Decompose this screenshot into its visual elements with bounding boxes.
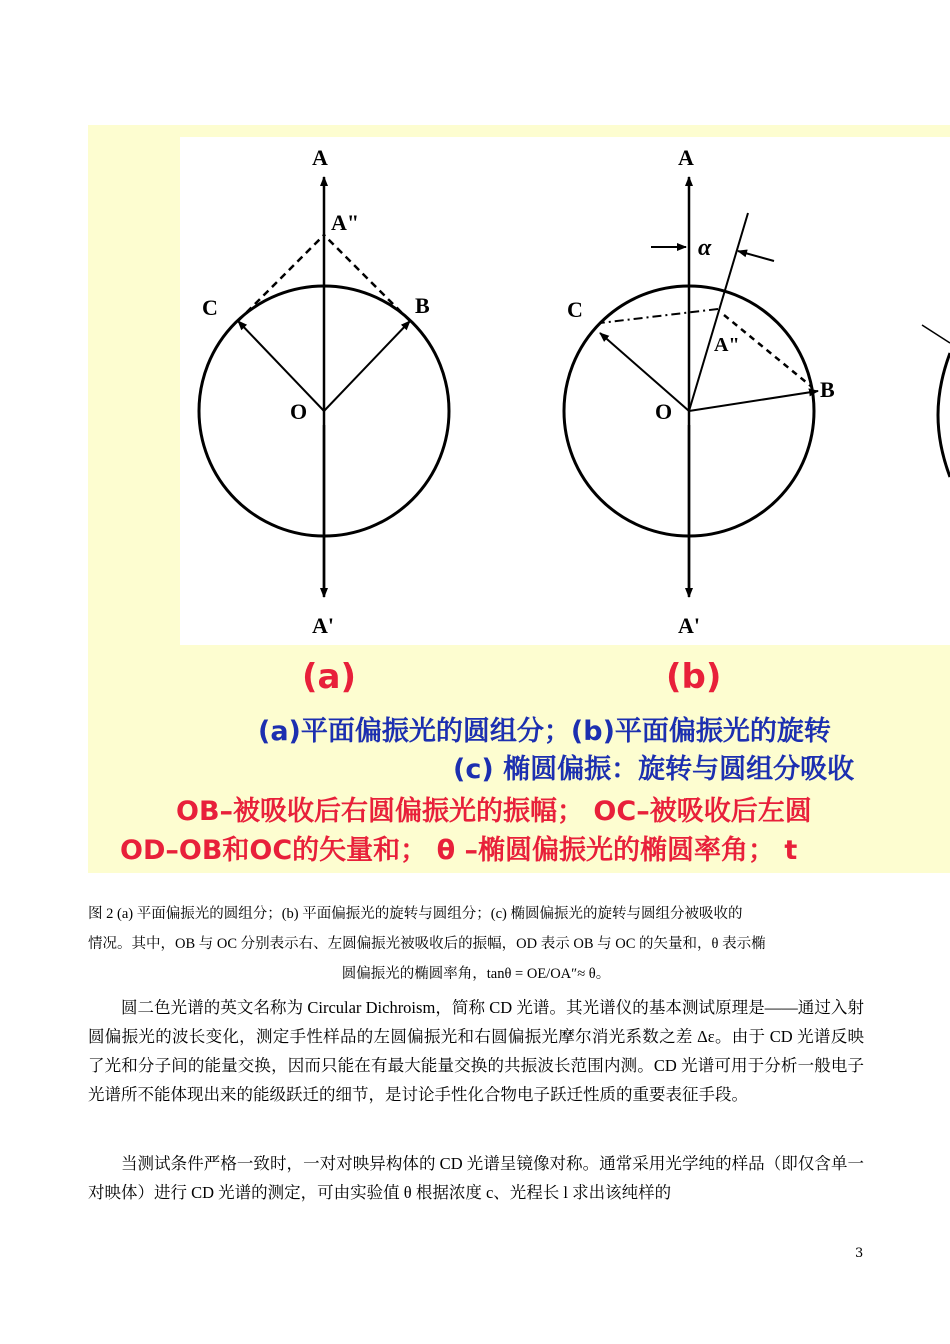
panel-b-label: (b) <box>666 657 722 697</box>
figure-caption-line-2: (c) 椭圆偏振：旋转与圆组分吸收 <box>453 754 855 785</box>
caption-line-2: 情况。其中，OB 与 OC 分别表示右、左圆偏振光被吸收后的振幅，OD 表示 OB 与 OC 的矢量和，θ 表示椭 <box>88 936 766 952</box>
page-number: 3 <box>855 1246 864 1261</box>
label-b-A: A <box>678 145 694 170</box>
label-b-alpha: α <box>698 235 712 261</box>
panel-a-label: (a) <box>302 657 357 697</box>
figure <box>88 125 950 873</box>
figure-caption-line-1: (a)平面偏振光的圆组分；(b)平面偏振光的旋转 <box>258 716 831 747</box>
label-b-O: O <box>655 399 673 424</box>
label-b-A-prime: A' <box>678 613 700 638</box>
figure-legend-line-2: OD–OB和OC的矢量和； θ –椭圆偏振光的椭圆率角； t <box>120 835 798 866</box>
caption-line-3: 圆偏振光的椭圆率角，tanθ = OE/OA″≈ θ。 <box>341 966 611 982</box>
label-a-O: O <box>290 399 308 424</box>
label-b-B: B <box>820 377 835 402</box>
label-a-A-prime: A' <box>312 613 334 638</box>
label-b-C: C <box>567 297 583 322</box>
paragraph-2: 当测试条件严格一致时，一对对映异构体的 CD 光谱呈镜像对称。通常采用光学纯的样品（即仅含单一对映体）进行 CD 光谱的测定，可由实验值 θ 根据浓度 c、光程长 l 求出该纯样的 <box>88 1154 864 1202</box>
label-b-A-double: A" <box>714 334 740 356</box>
caption-line-1: 图 2 (a) 平面偏振光的圆组分；(b) 平面偏振光的旋转与圆组分；(c) 椭圆偏振光的旋转与圆组分被吸收的 <box>88 906 743 922</box>
label-a-A: A <box>312 145 328 170</box>
label-a-B: B <box>415 293 430 318</box>
figure-legend-line-1: OB–被吸收后右圆偏振光的振幅； OC–被吸收后左圆 <box>176 796 812 827</box>
label-a-A-double: A" <box>331 210 360 235</box>
paragraph-1: 圆二色光谱的英文名称为 Circular Dichroism，简称 CD 光谱。其光谱仪的基本测试原理是——通过入射圆偏振光的波长变化，测定手性样品的左圆偏振光和右圆偏振光摩尔消光系数之差 Δε。由于 CD 光谱反映了光和分子间的能量交换，因而只能在有最大能量交换的共振波长范围内测。CD 光谱可用于分析一般电子光谱所不能体现出来的能级跃迁的细节，是讨论手性化合物电子跃迁性质的重要表征手段。 <box>88 998 864 1104</box>
label-a-C: C <box>202 295 218 320</box>
